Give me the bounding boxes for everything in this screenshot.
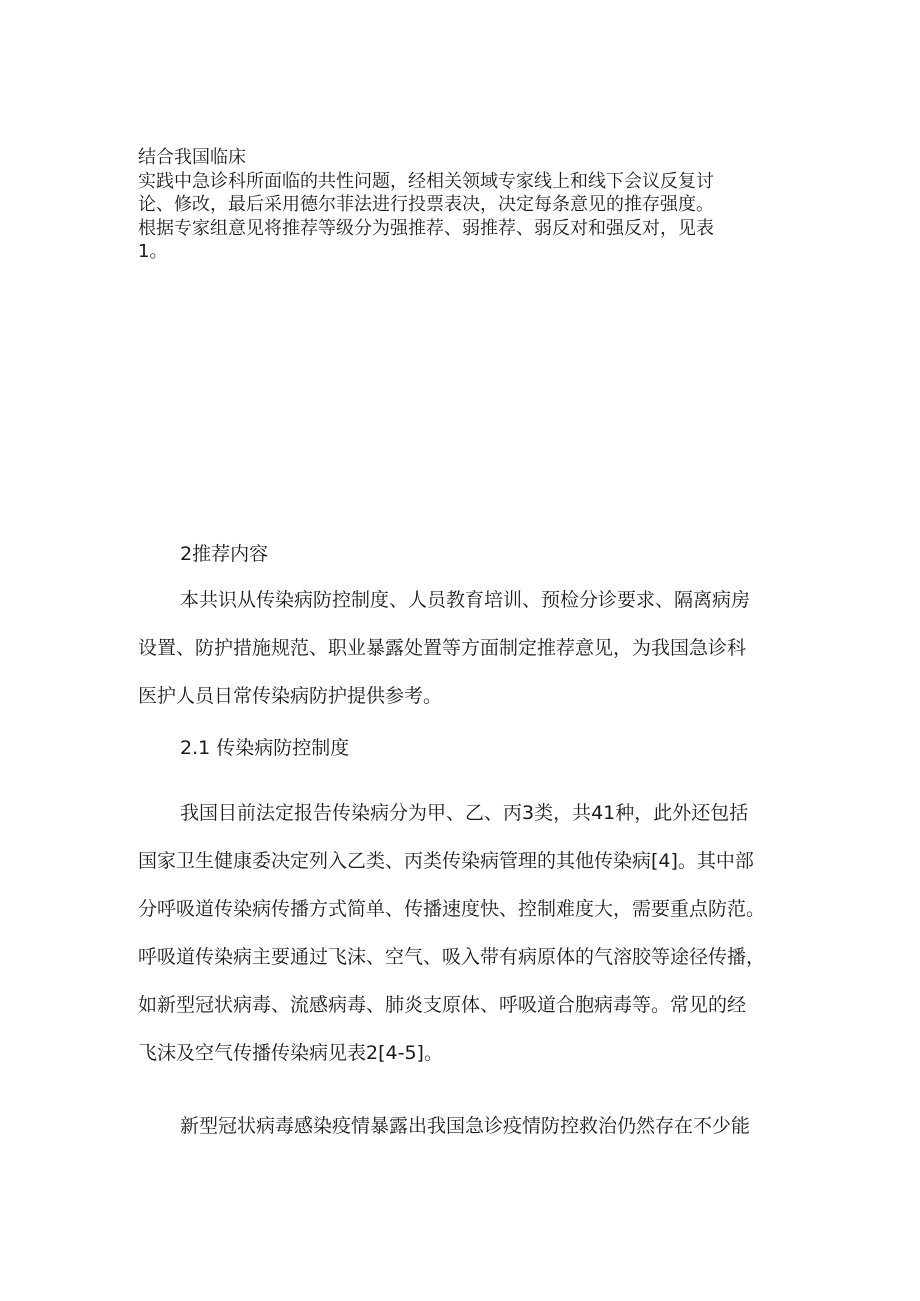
intro-heading: 结合我国临床 [138, 147, 246, 168]
next-paragraph-line: 新型冠状病毒感染疫情暴露出我国急诊疫情防控救治仍然存在不少能 [180, 1115, 751, 1137]
section-2-1-line: 呼吸道传染病主要通过飞沫、空气、吸入带有病原体的气溶胶等途径传播， [138, 946, 766, 968]
section-2-1-line: 如新型冠状病毒、流感病毒、肺炎支原体、呼吸道合胞病毒等。常见的经 [138, 994, 747, 1016]
section-2-1-line: 分呼吸道传染病传播方式简单、传播速度快、控制难度大，需要重点防范。 [138, 898, 766, 920]
intro-line: 1。 [138, 241, 168, 262]
intro-block [138, 146, 798, 264]
section-2-line: 设置、防护措施规范、职业暴露处置等方面制定推荐意见，为我国急诊科 [138, 637, 747, 659]
section-2-line: 本共识从传染病防控制度、人员教育培训、预检分诊要求、隔离病房 [180, 589, 751, 611]
section-2-1-line: 飞沫及空气传播传染病见表2[4-5]。 [138, 1042, 443, 1064]
section-2-1-heading: 2.1 传染病防控制度 [180, 737, 350, 759]
section-2-1-line: 国家卫生健康委决定列入乙类、丙类传染病管理的其他传染病[4]。其中部 [138, 850, 754, 872]
section-2-1-line: 我国目前法定报告传染病分为甲、乙、丙3类，共41种，此外还包括 [180, 802, 749, 824]
section-2-line: 医护人员日常传染病防护提供参考。 [138, 685, 443, 707]
intro-line: 实践中急诊科所面临的共性问题，经相关领域专家线上和线下会议反复讨 [138, 170, 714, 192]
intro-line: 根据专家组意见将推荐等级分为强推荐、弱推荐、弱反对和强反对，见表 [138, 217, 714, 239]
intro-line: 论、修改，最后采用德尔菲法进行投票表决，决定每条意见的推存强度。 [138, 194, 714, 215]
section-2-heading: 2推荐内容 [180, 543, 269, 565]
